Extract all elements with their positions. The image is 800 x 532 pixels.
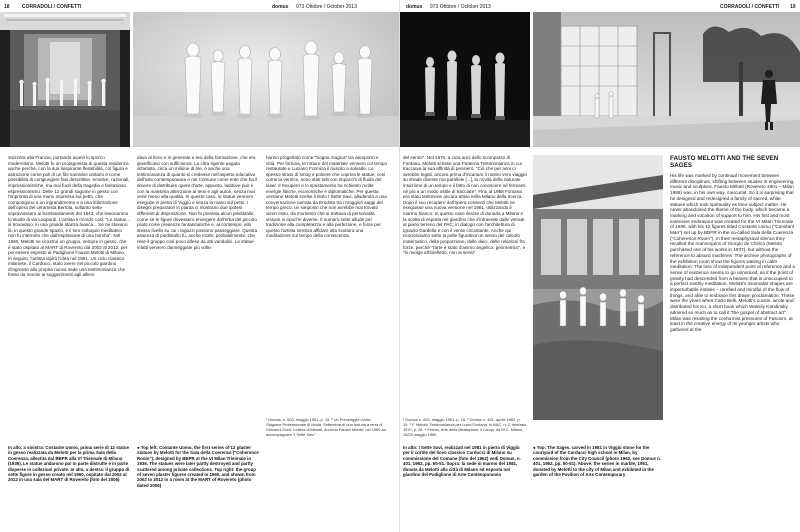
photo-plaster-figures [133, 12, 400, 147]
photo-gallery-room [0, 12, 130, 147]
left-caption-italian: In alto, a sinistra: Costante Uomo, prima serie di 12 statue in gesso realizzata da Melotti per la prima Sala della Coerenza, allestita dal BBPR alla VI Triennale di Milano (1936). Le statue andarono poi in parte distrutte e in parte disperse in collezioni private. In alto, a destra: il gruppo di sette figure in gesso creato nel 1960, ospitato dal 2002 al 2012 in una sala del MART di Rovereto (foto del 2006) [8, 445, 130, 483]
left-column-1: Svizzera alla Francia, portando avanti lo sporco modernismo. Melotti fu un protagonista di questa residenza anche perché, con la sua luispirante flessibilità, col figura e astrazione come poli di un filo narrativo unitario e come possibilità di congiungere fasi descrittive, emotive, razionali, impressionistiche, ma mai fuori della tragedia e fantasioso espressionismo. Delle 12 grandi sagome in gesso con l'impronta di una mano impressa sul petto, che compongono a un ingrandimento e a una stilizzazione dell'opera del ceramista Bertoia, soltanto sette sopravvissero ai bombardamenti del 1943; che lesionarono lo studio di via Leopardi. L'artista li ricordò così: "Le statue... si trovavano, in una grande stanza bianca... Se ne stavano là, in questo grande spazio, e il loro colloquio meditativo non fu interrotto che dall'esplosione di una bomba". Nel 1960, Melotti ne ricostruì un gruppo, sempre in gesso, che è stato ospitato al MART di Rovereto dal 2002 al 2012, per poi essere esposto al Padiglione Fausto Melotti di Milano. In seguito, l'artista ispirò l'idea nel 1961. Un ciclo classico milanese, il Carducci, stato avere nel piccolo giardino d'ingresso alla propria nuova sede una testimonianza che fosse da monito ai suggerimenti agli allievi. [8, 155, 130, 278]
photo-marble-sages-night [400, 12, 530, 147]
right-header-section: CORRADOLI / CONFETTI [720, 4, 780, 10]
left-header-issue: 973 Ottobre / October 2013 [296, 4, 357, 10]
left-header-page-number: 18 [4, 4, 10, 10]
photo-pavilion-garden [533, 155, 663, 420]
right-caption-italian: In alto: I Sette Savi, realizzati nel 1981 in pietra di Viggiù per il cortile del liceo classico Carducci di Milano su commissione del Comune (foto del 1962) vedi Domus, n. 401, 1962, pp. 50-51. Sopra: la sede in marmo del 1981, donata da Melotti alla città di Milano ed esposta nel giardino del Padiglione di Arte Contemporanea [403, 445, 521, 478]
right-header-issue: 973 Ottobre / October 2013 [430, 4, 491, 10]
left-footnotes: ¹ Domus, n. 603, maggio 1961, p. 15. ² Un Pomeriggio d'Arte: Stagione Professionale di Moda. Settembre di una fortuna a terra di Giovanni Zorzi. Lettera di Melotti, Archivio Fausto Melotti, nel 1960 ad accompagnare "I Sette Savi". [266, 418, 386, 437]
left-column-3: hanno progettato come "Sogna magica" tra aeroporto e città. Per fortuna, le rotture del materiale vennero col tempo restaurate e Luciano Formica il riuscito a salvarle. Lo spesso strato di smog e polvere che copriva le statue, così come la vernice, sono stati tolti con impacchi di fluido del laser. Il recupero e lo spostamento ha richiesto molte energie fisiche, economiche e diplomatiche. Per questa versione Melotti scelse il titolo I Sette Savi, alludendo a una conversazione narrata da Erodoto tra i maggiori saggi del tempo greco: un simposio che non avrebbe mai trovato alcun esito, da momento che si trattava di personalità vissute in epoche diverse. Il numero sette allude per tradizione alla completezza e alla perfezione, e forse per questo l'artista sembra affidare alla scultura una meditazione sul tempo della conoscenza. [266, 155, 388, 239]
right-header-magazine: domus [406, 4, 423, 10]
left-header-magazine: domus [272, 4, 289, 10]
english-article-title: FAUSTO MELOTTI AND THE SEVEN SAGES [670, 155, 779, 170]
right-page [400, 0, 800, 532]
left-caption-english: ● Top left: Costante Uomo, the first series of 12 plaster statues by Melotti for the Sala della Coerenza ("Coherence Room"), designed by BBPR at the VI Milan Triennale in 1936. The statues were later partly destroyed and partly scattered among private collections. Top right: the group of seven plaster figures created in 1960, and shown from 2002 to 2012 in a room at the MART of Rovereto (photo dated 2006) [137, 445, 259, 488]
right-caption-english: ● Top: The Sages, carved in 1981 in Viggiù stone for the courtyard of the Carducci high school in Milan, by commission from the City Council (photo 1962, see Domus n. 401, 1962, pp. 50-51). Above: the series in marble, 1981, donated by Melotti to the city of Milan and exhibited in the garden of the Pavilion of Arts Contemporary [533, 445, 662, 478]
english-article-body: His life was marked by continual movement between different disciplines, shifting between studies in engineering, music and sculpture. Fausto Melotti (Rovereto 1901 – Milan 1986) was, in his own way, mercurial. So it is surprising that he designed and redesigned a family of sacred, white statues which took spirituality as their subject matter. He never abandoned the theme of the body, which became a marking and vocation of support to him. His first and most extensive endeavour was created for the VI Milan Triennale of 1936, with his 12 figures titled Costante Uomo ("Constant Man") set up by BBPR in the so-called Sala della Coerenza ("Coherence Room"). In their metaphysical silence they recalled the mannequins of Giorgio de Chirico (Melotti purchased one of his works in 1937), but without the reference to absurd machines. The archive photographs of the exhibition room show the figures waiting in calm meditation. The loss of independent point of reference and a sense of existence seems to go unnoticed, as if the point of gravity had descended from a heaven that is unoccupied to a perfect earthly meditation. Melotti's minimalist shapes are imperturbable entities – rarefied and mindful of the flow of things, and able to embrace this drawn proclamation. These were the years when Carlo Belli, Melotti's cousin, wrote and distributed his Kn, a short book which Wassily Kandinsky admired so much as to call it "the gospel of abstract art". Milan was resisting the conformist pressures of Fascism, at least in the creative energy of its younger artists who gathered at the [670, 173, 795, 332]
left-column-2: dava al liceo e in generale a tesi della formazione, che era giustificano con sufficienza. La citra rigente pagata all'artista, circa un milione di lire, è anche una testimonianza di quanto si credesse nell'aspetto educativo dell'arte contemporanea e nel Comune come ente che ha il dovere di distribuire opere d'arte, appunto, laddove può e con la massima attenzione ai temi e agli autori, senza mai venir meno alla qualità. In questo caso, le statue vennero eseguite in pietra di Viggiù e senza la mano sul petto. I disegni preparatori in pianta ci mostrano due ipotesi differenti di disposizione. Non fu prevista alcun piedistallo, come se le figure dovessero emergere dall'erba del piccolo prato come presenze fantasmatiche e, al contempo, allo stesso livello su cui i ragazzi possono passeggiare. Questa assenza di piedistallo fu, anche molto, probabilmente, che rese il gruppo così poco difeso da atti vandalici. Le statue infatti vennero danneggiate più volte. [137, 155, 258, 250]
right-header-page-number: 19 [790, 4, 796, 10]
photo-courtyard-walker [533, 12, 800, 147]
left-header-section: CORRADOLI / CONFETTI [22, 4, 82, 10]
right-footnotes: ¹ Domus n. 603, maggio 1961, p. 15. ² Domus n. 401, aprile 1962, p. 19. ³ F. Melotti, Testimonianza per Lucio Fontana, in NAC, n. 2, febbraio 1970, p. 26. ⁴ Ferrari, Arte della Mediazione, il Lampi, da M.C. Milano, 13/25 maggio 1989. [403, 418, 527, 437]
right-italian-column-1: del senso". Nel 1970, a cura anni dello scomparso di Fontana, Melotti scrisse una Patterna Testimonianza in cui tracciava la sua affinità di pensiero. "Ciò che per anni ci avrebbe legati, ancora prima d'incanare il nostro vero viaggio su strade diverse ma parallele [...], la novità della naturale intuizione di un tempo e il fatto di non conoscere né fermarsi né più a un modo ostile di tracciare". Fino al 1968 Fontana era stato testimone ancora attivo nella Milano della ricerca. Dopo il suo recupero dell'opera consentì che Melotti ne eseguisse una nuova versione nel 1981, utilizzando il marmo bianco. In questo caso decise di donarla a Milano e la scelta di esporla nel giardino che s'intravede dalle vetrate al piano terreno del PAC, in dialogo con l'architettura di Ignazio Gardella e con il verde circostante. Anche qui riconosciamo sotto la pelle figurativa un senso del calcolo matematico, della proporzione, delle dieci, delle relazioni fra forze, perché "l'arte è stato d'animo angelico, geometrico", e "si rivolge all'intelletto, non ai sensi". [403, 155, 527, 256]
